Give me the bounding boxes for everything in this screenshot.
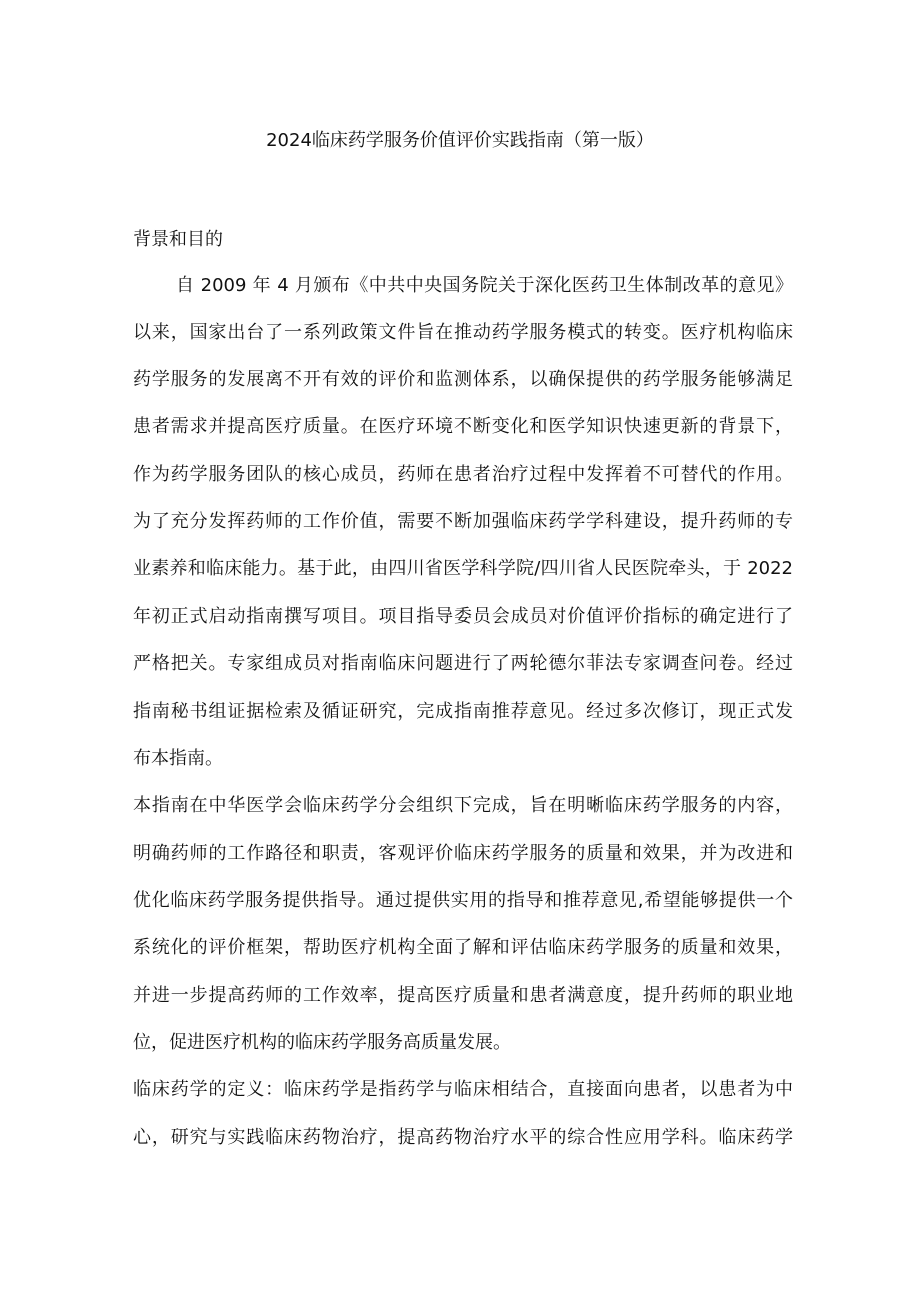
paragraph-1-line-6: 为了充分发挥药师的工作价值，需要不断加强临床药学学科建设，提升药师的专	[133, 511, 793, 532]
paragraph-1-line-2: 以来，国家出台了一系列政策文件旨在推动药学服务模式的转变。医疗机构临床	[133, 322, 793, 343]
paragraph-1-line-4: 患者需求并提高医疗质量。在医疗环境不断变化和医学知识快速更新的背景下，	[133, 416, 793, 437]
paragraph-1-line-1: 自 2009 年 4 月颁布《中共中央国务院关于深化医药卫生体制改革的意见》	[176, 275, 793, 296]
paragraph-2-line-1: 本指南在中华医学会临床药学分会组织下完成，旨在明晰临床药学服务的内容，	[133, 795, 793, 816]
paragraph-2-line-4: 系统化的评价框架，帮助医疗机构全面了解和评估临床药学服务的质量和效果，	[133, 937, 793, 958]
paragraph-1-line-8: 年初正式启动指南撰写项目。项目指导委员会成员对价值评价指标的确定进行了	[133, 606, 793, 627]
paragraph-1-line-5: 作为药学服务团队的核心成员，药师在患者治疗过程中发挥着不可替代的作用。	[133, 464, 793, 485]
document-title: 2024临床药学服务价值评价实践指南（第一版）	[266, 130, 654, 151]
paragraph-2-line-5: 并进一步提高药师的工作效率，提高医疗质量和患者满意度，提升药师的职业地	[133, 985, 793, 1006]
paragraph-3-line-1: 临床药学的定义：临床药学是指药学与临床相结合，直接面向患者，以患者为中	[133, 1079, 793, 1100]
section-heading: 背景和目的	[133, 229, 223, 250]
paragraph-2-line-3: 优化临床药学服务提供指导。通过提供实用的指导和推荐意见,希望能够提供一个	[133, 890, 793, 911]
paragraph-1-line-10: 指南秘书组证据检索及循证研究，完成指南推荐意见。经过多次修订，现正式发	[133, 701, 793, 722]
paragraph-1-line-9: 严格把关。专家组成员对指南临床问题进行了两轮德尔菲法专家调查问卷。经过	[133, 653, 793, 674]
paragraph-2-line-6: 位，促进医疗机构的临床药学服务高质量发展。	[133, 1032, 511, 1053]
paragraph-1-line-11: 布本指南。	[133, 748, 223, 769]
paragraph-3-line-2: 心，研究与实践临床药物治疗，提高药物治疗水平的综合性应用学科。临床药学	[133, 1127, 793, 1148]
paragraph-2-line-2: 明确药师的工作路径和职责，客观评价临床药学服务的质量和效果，并为改进和	[133, 843, 793, 864]
paragraph-1-line-7: 业素养和临床能力。基于此，由四川省医学科学院/四川省人民医院牵头，于 2022	[133, 558, 793, 579]
paragraph-1-line-3: 药学服务的发展离不开有效的评价和监测体系，以确保提供的药学服务能够满足	[133, 369, 793, 390]
